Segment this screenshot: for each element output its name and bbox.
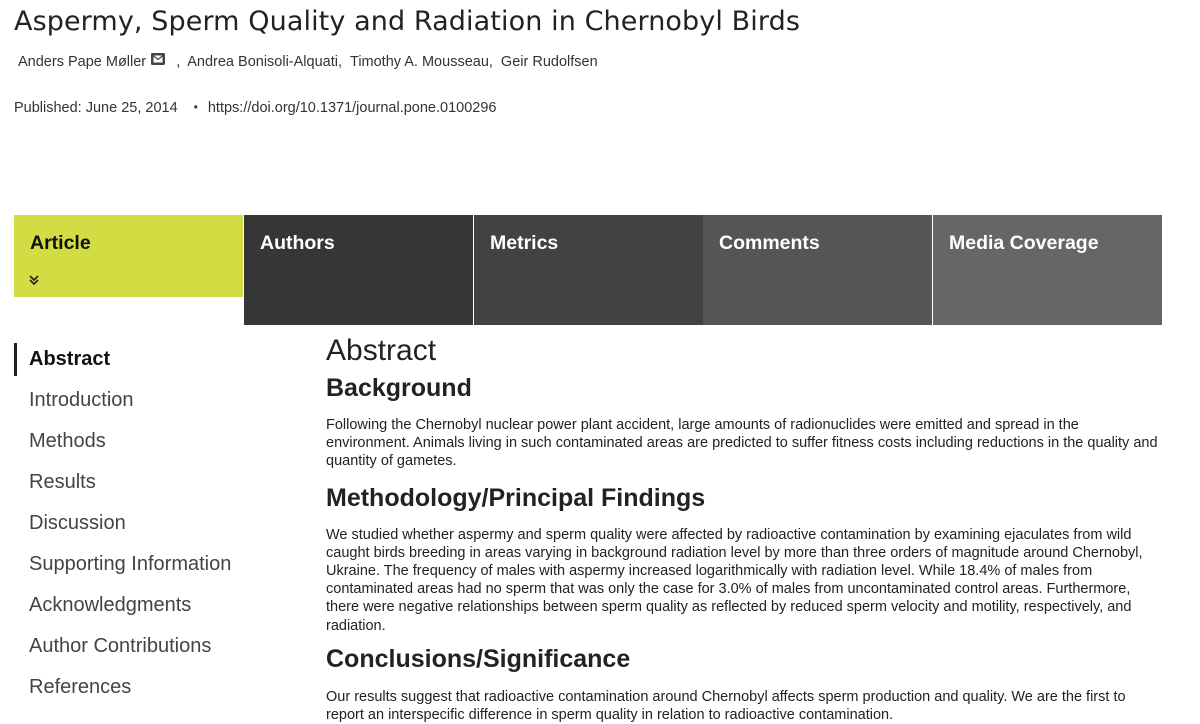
chevron-double-down-icon	[27, 273, 41, 287]
tab-label: Comments	[719, 232, 820, 254]
sidebar-item-supporting-information[interactable]: Supporting Information	[29, 553, 232, 575]
tab-label: Article	[30, 232, 91, 254]
background-heading: Background	[326, 374, 472, 402]
publication-info	[14, 100, 496, 116]
bullet-separator: •	[193, 100, 198, 114]
author-link[interactable]: Timothy A. Mousseau	[350, 54, 489, 70]
sidebar-item-introduction[interactable]: Introduction	[29, 389, 134, 411]
author-list	[18, 54, 598, 70]
tab-authors[interactable]	[244, 215, 473, 325]
author-link[interactable]: Andrea Bonisoli-Alquati	[187, 54, 338, 70]
author-link[interactable]: Anders Pape Møller	[18, 54, 147, 70]
abstract-content	[326, 333, 1166, 724]
findings-text: We studied whether aspermy and sperm quality were affected by radioactive contamination by examining ejaculates from wild caught birds breeding in areas varying in background radiation level by more than three orders of magnitude around Chernobyl, Ukraine. The frequency of males with aspermy increased logarithmically with radiation level. While 18.4% of males from contaminated areas had no sperm that was only the case for 3.0% of males from uncontaminated control areas. Furthermore, there were negative relationships between sperm quality as reflected by reduced sperm velocity and motility, respectively, and radiation.	[326, 526, 1143, 634]
abstract-heading: Abstract	[326, 334, 437, 367]
sidebar-item-references[interactable]: References	[29, 676, 132, 698]
published-date: Published: June 25, 2014	[14, 100, 178, 116]
tab-metrics[interactable]	[474, 215, 703, 325]
conclusions-text: Our results suggest that radioactive contamination around Chernobyl affects sperm production and quality. We are the first to report an interspecific difference in sperm quality in relation to radioactive contamination.	[326, 688, 1126, 724]
sidebar-item-abstract[interactable]: Abstract	[14, 343, 284, 376]
doi-link[interactable]: https://doi.org/10.1371/journal.pone.0100296	[207, 100, 497, 116]
tab-comments[interactable]	[703, 215, 932, 325]
sidebar-item-author-contributions[interactable]: Author Contributions	[29, 635, 212, 657]
tab-article[interactable]	[14, 215, 243, 297]
author-link[interactable]: Geir Rudolfsen	[500, 54, 598, 70]
sidebar-item-methods[interactable]: Methods	[29, 430, 106, 452]
sidebar-item-discussion[interactable]: Discussion	[29, 512, 126, 534]
email-icon[interactable]	[151, 53, 165, 65]
tab-media-coverage[interactable]	[933, 215, 1162, 325]
section-nav	[14, 343, 284, 712]
article-title: Aspermy, Sperm Quality and Radiation in Chernobyl Birds	[14, 6, 800, 37]
background-text: Following the Chernobyl nuclear power plant accident, large amounts of radionuclides were emitted and spread in the environment. Animals living in such contaminated areas are predicted to suffer fitness costs including reductions in the quality and quantity of gametes.	[326, 417, 1158, 470]
sidebar-item-acknowledgments[interactable]: Acknowledgments	[29, 594, 192, 616]
tab-label: Media Coverage	[949, 232, 1099, 254]
sidebar-item-results[interactable]: Results	[29, 471, 96, 493]
findings-heading: Methodology/Principal Findings	[326, 483, 706, 512]
author-separator: ,	[337, 54, 342, 70]
tab-label: Authors	[260, 232, 335, 254]
article-tabs	[14, 215, 1162, 325]
tab-label: Metrics	[490, 232, 559, 254]
author-separator: ,	[488, 54, 493, 70]
conclusions-heading: Conclusions/Significance	[326, 644, 631, 673]
author-separator: ,	[168, 54, 181, 70]
